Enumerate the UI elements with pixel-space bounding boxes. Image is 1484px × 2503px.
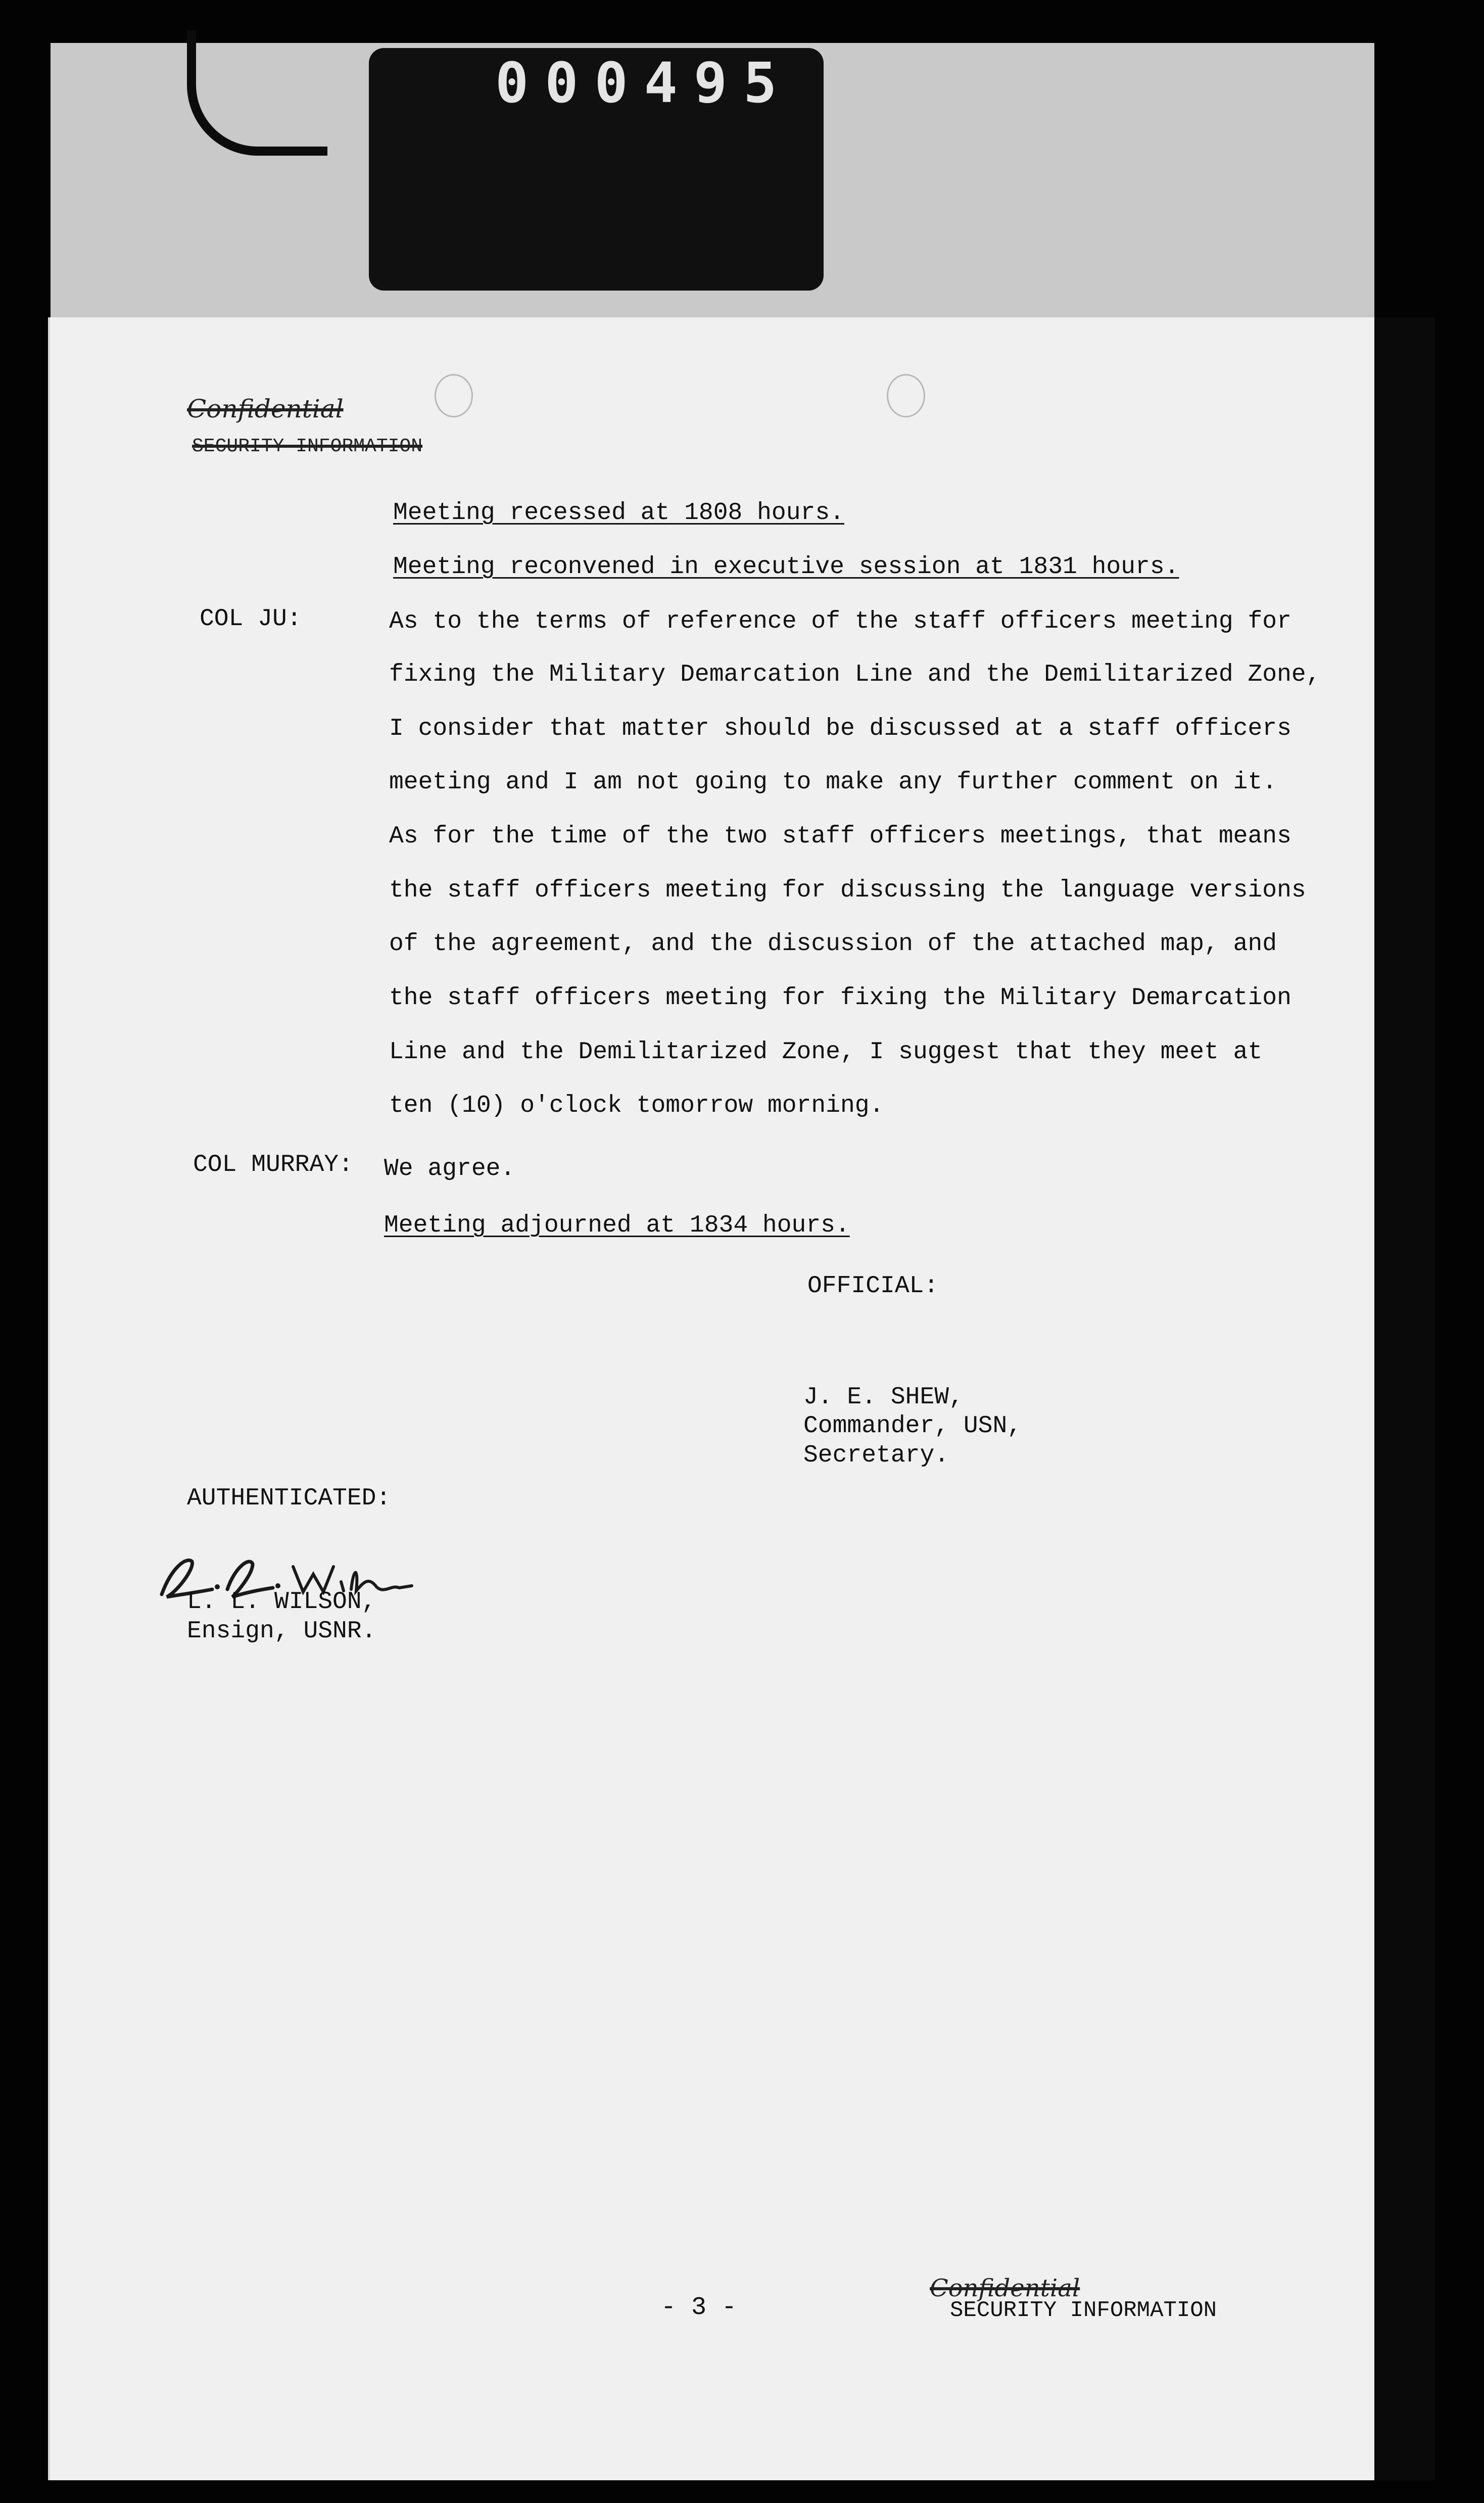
- murray-reply: We agree.: [384, 1155, 515, 1183]
- punch-hole-right: [887, 374, 925, 417]
- reconvene-line: Meeting reconvened in executive session at 1831 hours.: [393, 553, 1179, 581]
- authenticated-name: L. L. WILSON,: [187, 1588, 376, 1616]
- ju-line: fixing the Military Demarcation Line and the Demilitarized Zone,: [389, 661, 1321, 688]
- recess-line: Meeting recessed at 1808 hours.: [393, 499, 844, 527]
- document-page: [48, 317, 1376, 2480]
- ju-line: meeting and I am not going to make any further comment on it.: [389, 769, 1277, 796]
- film-edge: [1374, 317, 1435, 2480]
- security-marking-bottom: SECURITY INFORMATION: [950, 2298, 1217, 2323]
- official-name: J. E. SHEW,: [803, 1384, 964, 1411]
- official-rank: Commander, USN,: [803, 1412, 1022, 1440]
- page-number: - 3 -: [661, 2293, 737, 2322]
- ju-line: the staff officers meeting for fixing the Military Demarcation: [389, 984, 1291, 1012]
- authenticated-rank: Ensign, USNR.: [187, 1618, 376, 1645]
- struck-classification-bottom: Confidential: [930, 2274, 1080, 2302]
- ju-line: As for the time of the two staff officers meetings, that means: [389, 823, 1291, 850]
- ju-line: I consider that matter should be discussed at a staff officers: [389, 715, 1291, 742]
- official-label: OFFICIAL:: [807, 1272, 939, 1300]
- frame-counter: 000495: [495, 51, 793, 115]
- struck-security-marking-top: SECURITY INFORMATION: [192, 436, 423, 457]
- official-title: Secretary.: [803, 1442, 949, 1469]
- ju-line: ten (10) o'clock tomorrow morning.: [389, 1092, 884, 1119]
- speaker-col-murray: COL MURRAY:: [193, 1151, 353, 1178]
- ju-line: of the agreement, and the discussion of the attached map, and: [389, 930, 1277, 958]
- speaker-col-ju: COL JU:: [200, 605, 302, 633]
- ju-line: the staff officers meeting for discussing the language versions: [389, 877, 1306, 904]
- authenticated-label: AUTHENTICATED:: [187, 1485, 391, 1512]
- ju-line: Line and the Demilitarized Zone, I suggest that they meet at: [389, 1038, 1263, 1066]
- adjourn-line: Meeting adjourned at 1834 hours.: [384, 1212, 850, 1239]
- punch-hole-left: [435, 374, 473, 417]
- struck-classification-top: Confidential: [187, 394, 344, 423]
- ju-line: As to the terms of reference of the staff officers meeting for: [389, 608, 1291, 635]
